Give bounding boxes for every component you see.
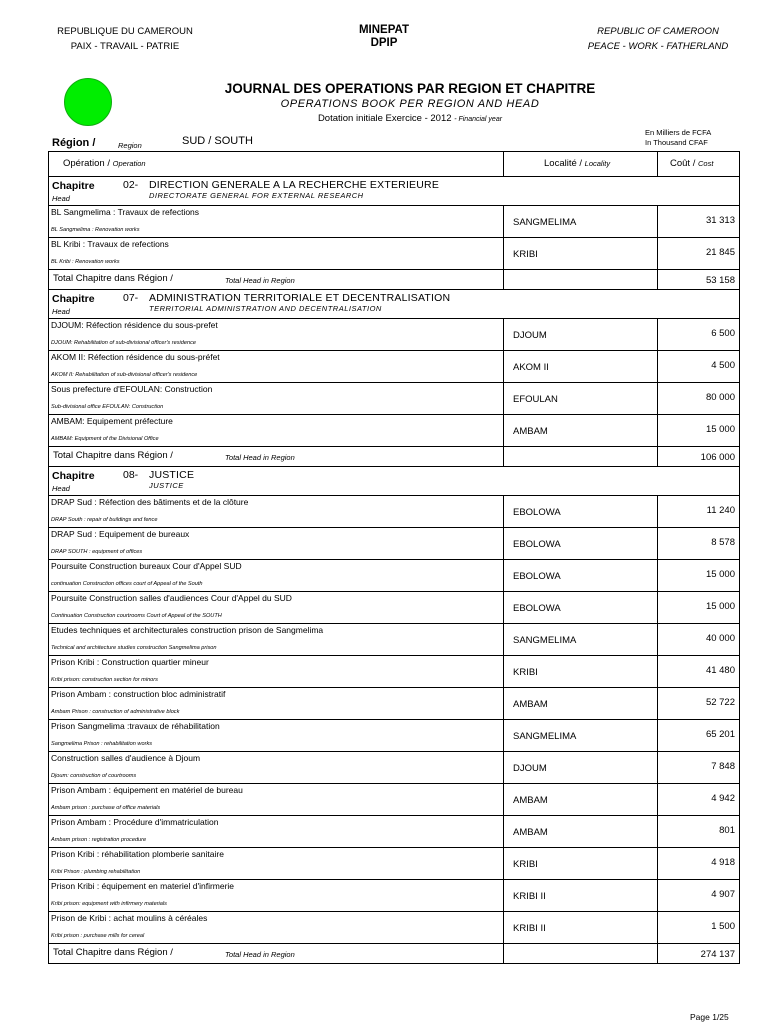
head-label: Head: [52, 307, 70, 316]
total-label-cell: [49, 270, 504, 290]
chapter-cell: [49, 290, 740, 319]
currency-units: [645, 128, 711, 148]
total-label: Total Chapitre dans Région /: [53, 947, 173, 958]
operation-cell: [49, 319, 504, 351]
head-label: Head: [52, 194, 70, 203]
document-title: JOURNAL DES OPERATIONS PAR REGION ET CHAPITRE: [224, 81, 596, 96]
cost-cell: 4 907: [658, 880, 740, 912]
locality-cell: AMBAM: [504, 816, 658, 848]
operation-description-en: DRAP SOUTH : equipment of offices: [51, 549, 143, 555]
chapter-name: JUSTICE: [149, 469, 195, 481]
units-en: In Thousand CFAF: [645, 138, 708, 147]
country-name-fr: REPUBLIQUE DU CAMEROUN: [57, 26, 193, 37]
locality-cell: EBOLOWA: [504, 528, 658, 560]
operation-description-en: Sub-divisional office EFOULAN: Construction: [51, 404, 164, 410]
operation-description-en: BL Kribi : Renovation works: [51, 259, 120, 265]
chapter-number: 07-: [123, 292, 139, 304]
table-header-row: [49, 152, 740, 177]
region-label: Région /: [52, 137, 96, 149]
operation-cell: [49, 816, 504, 848]
table-row: [49, 319, 740, 351]
operation-description: Prison Ambam : équipement en matériel de bureau: [51, 785, 243, 795]
chapter-name: ADMINISTRATION TERRITORIALE ET DECENTRALISATION: [149, 292, 451, 304]
chapter-number: 02-: [123, 179, 139, 191]
operation-description: Prison Kribi : équipement en materiel d'infirmerie: [51, 881, 235, 891]
cost-cell: 40 000: [658, 624, 740, 656]
chapter-label: Chapitre: [52, 293, 95, 305]
chapter-cell: [49, 467, 740, 496]
locality-cell: EFOULAN: [504, 383, 658, 415]
table-row: [49, 656, 740, 688]
operation-cell: [49, 496, 504, 528]
region-label-en: Region: [118, 141, 142, 150]
operation-cell: [49, 912, 504, 944]
table-row: [49, 383, 740, 415]
division-name: DPIP: [370, 37, 398, 49]
operations-table: [48, 151, 740, 964]
operation-description: Sous prefecture d'EFOULAN: Construction: [51, 384, 213, 394]
operation-description-en: Sangmelima Prison : rehabilitation works: [51, 741, 153, 747]
total-amount: 106 000: [658, 447, 740, 467]
total-blank-cell: [504, 944, 658, 964]
locality-cell: DJOUM: [504, 319, 658, 351]
operation-description-en: Ambam Prison : construction of administrative block: [51, 709, 180, 715]
total-label: Total Chapitre dans Région /: [53, 273, 173, 284]
operation-cell: [49, 720, 504, 752]
operation-description-en: Continuation Construction courtrooms Court of Appeal of the SOUTH: [51, 613, 222, 619]
table-row: [49, 816, 740, 848]
operation-description: AKOM II: Réfection résidence du sous-préfet: [51, 352, 220, 362]
chapter-row: [49, 467, 740, 496]
operation-description-en: AMBAM: Equipment of the Divisional Office: [51, 436, 159, 442]
chapter-total-row: [49, 447, 740, 467]
operation-description-en: Djoum: construction of courtrooms: [51, 773, 137, 779]
cost-cell: 4 918: [658, 848, 740, 880]
cost-cell: 65 201: [658, 720, 740, 752]
locality-cell: SANGMELIMA: [504, 206, 658, 238]
chapter-name: DIRECTION GENERALE A LA RECHERCHE EXTERIEURE: [149, 179, 440, 191]
locality-cell: KRIBI: [504, 848, 658, 880]
locality-cell: AMBAM: [504, 688, 658, 720]
operation-cell: [49, 848, 504, 880]
header-right: [578, 24, 738, 54]
locality-cell: SANGMELIMA: [504, 624, 658, 656]
page-number: Page 1/25: [690, 1012, 729, 1022]
total-label-en: Total Head in Region: [225, 276, 295, 285]
operation-description-en: Technical and architecture studies construction Sangmelima prison: [51, 645, 217, 651]
operation-description-en: DRAP South : repair of buildings and fence: [51, 517, 158, 523]
chapter-number: 08-: [123, 469, 139, 481]
operation-description-en: continuation Construction offices court of Appeal of the South: [51, 581, 203, 587]
header-left: [40, 24, 210, 54]
cost-cell: 11 240: [658, 496, 740, 528]
green-circle-logo: [64, 78, 112, 126]
table-row: [49, 496, 740, 528]
operation-cell: [49, 880, 504, 912]
locality-cell: EBOLOWA: [504, 560, 658, 592]
chapter-name-en: DIRECTORATE GENERAL FOR EXTERNAL RESEARCH: [149, 191, 364, 200]
operation-description: DJOUM: Réfection résidence du sous-prefet: [51, 320, 218, 330]
operation-description: Poursuite Construction salles d'audiences Cour d'Appel du SUD: [51, 593, 292, 603]
column-operation-label-en: Operation: [112, 159, 146, 168]
column-operation-label: Opération /: [63, 158, 110, 169]
operation-description-en: Kribi prison: equipment with infirmery materials: [51, 901, 167, 907]
operation-description: Prison Ambam : construction bloc administratif: [51, 689, 226, 699]
locality-cell: KRIBI: [504, 656, 658, 688]
total-amount: 274 137: [658, 944, 740, 964]
table-row: [49, 592, 740, 624]
table-row: [49, 720, 740, 752]
table-row: [49, 912, 740, 944]
cost-cell: 31 313: [658, 206, 740, 238]
operation-cell: [49, 560, 504, 592]
operation-description-en: Ambam prison : purchase of office materials: [51, 805, 161, 811]
locality-cell: KRIBI: [504, 238, 658, 270]
cost-cell: 7 848: [658, 752, 740, 784]
operation-cell: [49, 752, 504, 784]
column-cost-label-en: Cost: [698, 159, 714, 168]
cost-cell: 4 942: [658, 784, 740, 816]
dotation-text: Dotation initiale Exercice - 2012: [317, 113, 452, 124]
head-label: Head: [52, 484, 70, 493]
locality-cell: AMBAM: [504, 415, 658, 447]
chapter-total-row: [49, 270, 740, 290]
chapter-label: Chapitre: [52, 470, 95, 482]
country-name-en: REPUBLIC OF CAMEROON: [597, 26, 719, 37]
operation-description: Prison de Kribi : achat moulins à céréales: [51, 913, 208, 923]
cost-cell: 15 000: [658, 560, 740, 592]
column-locality-label-en: Locality: [584, 159, 611, 168]
column-cost-header: [658, 152, 740, 177]
table-row: [49, 752, 740, 784]
table-row: [49, 784, 740, 816]
total-amount: 53 158: [658, 270, 740, 290]
total-label-en: Total Head in Region: [225, 453, 295, 462]
operation-description: AMBAM: Equipement préfecture: [51, 416, 173, 426]
locality-cell: AMBAM: [504, 784, 658, 816]
chapter-name-en: TERRITORIAL ADMINISTRATION AND DECENTRALISATION: [149, 304, 382, 313]
operation-description-en: AKOM II: Rehabilitation of sub-divisional officer's residence: [51, 372, 198, 378]
operation-description: Prison Kribi : réhabilitation plomberie sanitaire: [51, 849, 224, 859]
operation-description: Construction salles d'audience à Djoum: [51, 753, 201, 763]
locality-cell: EBOLOWA: [504, 592, 658, 624]
cost-cell: 1 500: [658, 912, 740, 944]
locality-cell: EBOLOWA: [504, 496, 658, 528]
operation-cell: [49, 415, 504, 447]
operation-cell: [49, 688, 504, 720]
operation-description-en: Ambam prison : registration procedure: [51, 837, 147, 843]
cost-cell: 8 578: [658, 528, 740, 560]
operation-description: BL Kribi : Travaux de refections: [51, 239, 169, 249]
operation-description: Prison Sangmelima :travaux de réhabilitation: [51, 721, 220, 731]
column-cost-label: Coût /: [670, 158, 696, 169]
column-locality-label: Localité /: [544, 158, 583, 169]
operation-cell: [49, 528, 504, 560]
table-row: [49, 624, 740, 656]
cost-cell: 52 722: [658, 688, 740, 720]
region-value: SUD / SOUTH: [182, 135, 253, 147]
table-row: [49, 880, 740, 912]
total-blank-cell: [504, 270, 658, 290]
cost-cell: 41 480: [658, 656, 740, 688]
locality-cell: DJOUM: [504, 752, 658, 784]
operation-cell: [49, 206, 504, 238]
operation-cell: [49, 592, 504, 624]
operations-table-body: [49, 152, 740, 964]
locality-cell: AKOM II: [504, 351, 658, 383]
operation-description-en: Kribi prison: construction section for minors: [51, 677, 158, 683]
cost-cell: 15 000: [658, 415, 740, 447]
cost-cell: 801: [658, 816, 740, 848]
document-subtitle: OPERATIONS BOOK PER REGION AND HEAD: [280, 98, 540, 110]
motto-fr: PAIX - TRAVAIL - PATRIE: [70, 41, 180, 52]
table-row: [49, 206, 740, 238]
units-fr: En Milliers de FCFA: [645, 128, 712, 137]
header-middle: [334, 24, 434, 50]
total-label: Total Chapitre dans Région /: [53, 450, 173, 461]
ministry-name: MINEPAT: [358, 24, 410, 36]
table-row: [49, 688, 740, 720]
column-locality-header: [504, 152, 658, 177]
locality-cell: SANGMELIMA: [504, 720, 658, 752]
motto-en: PEACE - WORK - FATHERLAND: [587, 41, 729, 52]
chapter-row: [49, 177, 740, 206]
operation-description: BL Sangmelima : Travaux de refections: [51, 207, 200, 217]
table-row: [49, 560, 740, 592]
operation-description-en: DJOUM: Rehabilitation of sub-divisional officer's residence: [51, 340, 197, 346]
operation-description-en: Kribi Prison : plumbing rehabilitation: [51, 869, 141, 875]
chapter-label: Chapitre: [52, 180, 95, 192]
operation-description: Poursuite Construction bureaux Cour d'Appel SUD: [51, 561, 242, 571]
operation-cell: [49, 238, 504, 270]
total-label-cell: [49, 447, 504, 467]
operation-cell: [49, 784, 504, 816]
table-row: [49, 415, 740, 447]
dotation-line: [160, 113, 660, 124]
operation-description: DRAP Sud : Equipement de bureaux: [51, 529, 190, 539]
chapter-cell: [49, 177, 740, 206]
total-blank-cell: [504, 447, 658, 467]
operation-cell: [49, 351, 504, 383]
table-row: [49, 238, 740, 270]
operation-description: DRAP Sud : Réfection des bâtiments et de la clôture: [51, 497, 249, 507]
cost-cell: 15 000: [658, 592, 740, 624]
table-row: [49, 848, 740, 880]
cost-cell: 21 845: [658, 238, 740, 270]
operation-description-en: Kribi prison : purchase mills for cereal: [51, 933, 145, 939]
cost-cell: 6 500: [658, 319, 740, 351]
cost-cell: 4 500: [658, 351, 740, 383]
operation-description-en: BL Sangmelima : Renovation works: [51, 227, 140, 233]
operation-cell: [49, 383, 504, 415]
chapter-total-row: [49, 944, 740, 964]
table-row: [49, 351, 740, 383]
locality-cell: KRIBI II: [504, 912, 658, 944]
locality-cell: KRIBI II: [504, 880, 658, 912]
operation-description: Prison Ambam : Procédure d'immatriculation: [51, 817, 219, 827]
cost-cell: 80 000: [658, 383, 740, 415]
operation-description: Prison Kribi : Construction quartier mineur: [51, 657, 209, 667]
table-row: [49, 528, 740, 560]
total-label-en: Total Head in Region: [225, 950, 295, 959]
operation-description: Etudes techniques et architecturales construction prison de Sangmelima: [51, 625, 324, 635]
chapter-row: [49, 290, 740, 319]
financial-year-label: - Financial year: [454, 116, 503, 123]
operation-cell: [49, 656, 504, 688]
operation-cell: [49, 624, 504, 656]
column-operation-header: [49, 152, 504, 177]
total-label-cell: [49, 944, 504, 964]
chapter-name-en: JUSTICE: [149, 481, 184, 490]
